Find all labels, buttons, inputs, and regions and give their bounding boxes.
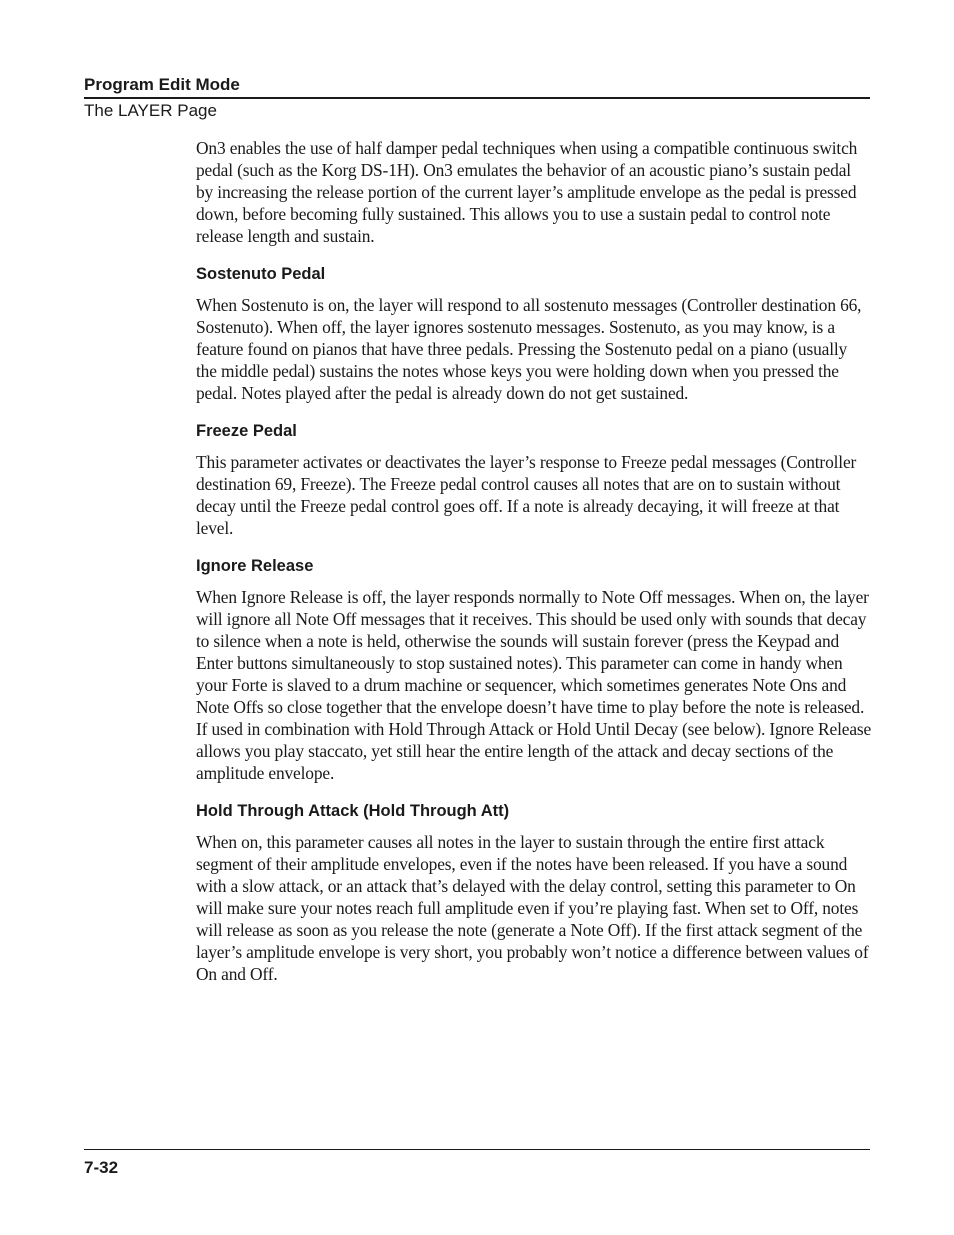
section-body-hold-through-attack: When on, this parameter causes all notes in the layer to sustain through the entire first attack segment of their amplitude envelopes, even if the notes have been released. If you have a sound with a slow attack, or an attack that’s delayed with the delay control, setting this parameter to On will make sure your notes reach full amplitude even if you’re playing fast. When set to Off, notes will release as soon as you release the note (generate a Note Off). If the first attack segment of the layer’s amplitude envelope is very short, you probably won’t notice a difference between values of On and Off.: [196, 832, 869, 984]
section-heading-hold-through-attack: Hold Through Attack (Hold Through Att): [196, 802, 510, 820]
header-rule: [84, 97, 870, 99]
section-heading-ignore-release: Ignore Release: [196, 557, 314, 575]
section-heading-sostenuto-pedal: Sostenuto Pedal: [196, 265, 326, 283]
intro-paragraph: On3 enables the use of half damper pedal techniques when using a compatible continuous switch pedal (such as the Korg DS-1H). On3 emulates the behavior of an acoustic piano’s sustain pedal by increasing the release portion of the current layer’s amplitude envelope as the pedal is pressed down, before becoming fully sustained. This allows you to use a sustain pedal to control note release length and sustain.: [196, 138, 858, 246]
footer-rule: [84, 1149, 870, 1150]
main-content: [196, 137, 872, 985]
running-header-subtitle: The LAYER Page: [84, 101, 217, 120]
section-body-ignore-release: When Ignore Release is off, the layer responds normally to Note Off messages. When on, the layer will ignore all Note Off messages that it receives. This should be used only with sounds that decay to silence when a note is held, otherwise the sounds will sustain forever (press the Keypad and Enter buttons simultaneously to stop sustained notes). This parameter can come in handy when your Forte is slaved to a drum machine or sequencer, which sometimes generates Note Ons and Note Offs so close together that the envelope doesn’t have time to play before the note is released. If used in combination with Hold Through Attack or Hold Until Decay (see below). Ignore Release allows you play staccato, yet still hear the entire length of the attack and decay sections of the amplitude envelope.: [196, 587, 872, 783]
section-heading-freeze-pedal: Freeze Pedal: [196, 422, 297, 440]
running-header-title: Program Edit Mode: [84, 75, 240, 94]
section-body-freeze-pedal: This parameter activates or deactivates the layer’s response to Freeze pedal messages (Controller destination 69, Freeze). The Freeze pedal control causes all notes that are on to sustain without decay until the Freeze pedal control goes off. If a note is already decaying, it will freeze at that level.: [196, 452, 857, 538]
page-number: 7-32: [84, 1158, 119, 1177]
section-body-sostenuto-pedal: When Sostenuto is on, the layer will respond to all sostenuto messages (Controller destination 66, Sostenuto). When off, the layer ignores sostenuto messages. Sostenuto, as you may know, is a feature found on pianos that have three pedals. Pressing the Sostenuto pedal on a piano (usually the middle pedal) sustains the notes whose keys you were holding down when you pressed the pedal. Notes played after the pedal is already down do not get sustained.: [196, 295, 862, 403]
